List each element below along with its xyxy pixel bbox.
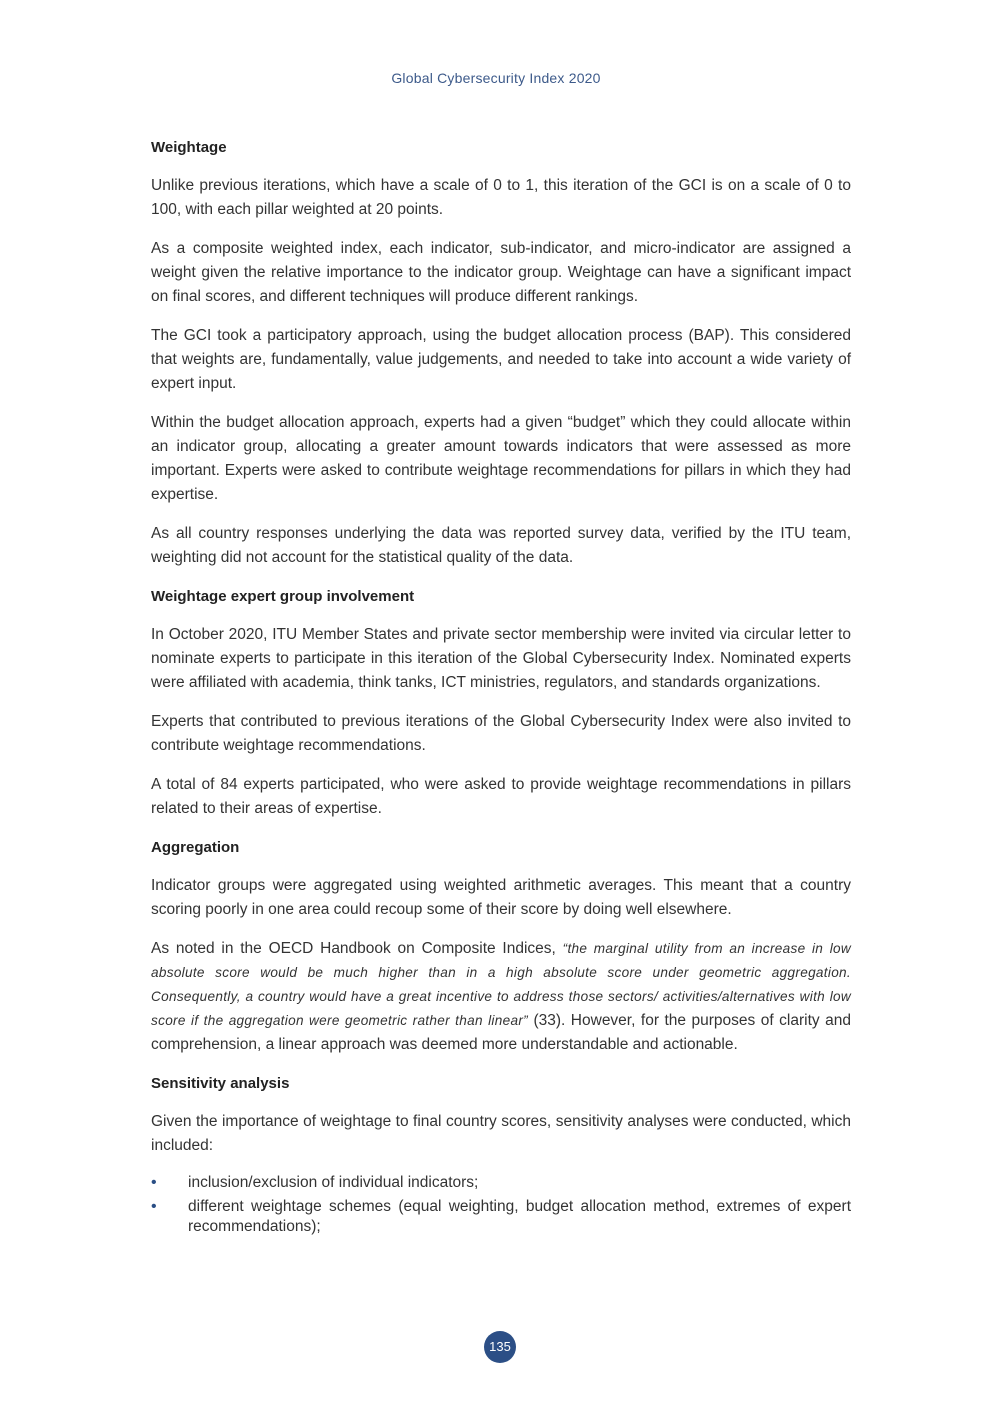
- paragraph: As all country responses underlying the data was reported survey data, verified by the ITU team, weighting did not account for the statistical quality of the data.: [151, 525, 851, 566]
- bullet-list: [151, 1173, 851, 1237]
- paragraph: Unlike previous iterations, which have a scale of 0 to 1, this iteration of the GCI is on a scale of 0 to 100, with each pillar weighted at 20 points.: [151, 177, 851, 218]
- running-header: Global Cybersecurity Index 2020: [391, 70, 601, 86]
- list-item-text: inclusion/exclusion of individual indicators;: [188, 1174, 479, 1191]
- paragraph: A total of 84 experts participated, who were asked to provide weightage recommendations in pillars related to their areas of expertise.: [151, 776, 851, 817]
- paragraph: Indicator groups were aggregated using weighted arithmetic averages. This meant that a country scoring poorly in one area could recoup some of their score by doing well elsewhere.: [151, 877, 851, 918]
- section-heading-weightage: Weightage: [151, 139, 227, 156]
- section-heading-aggregation: Aggregation: [151, 839, 240, 856]
- paragraph: As a composite weighted index, each indicator, sub-indicator, and micro-indicator are assigned a weight given the relative importance to the indicator group. Weightage can have a significant impact on final scores, and different techniques will produce different rankings.: [151, 240, 851, 305]
- paragraph-tail: (33). However, for the purposes of clarity and comprehension, a linear approach was deemed more understandable and actionable.: [151, 1012, 851, 1053]
- bullet-icon: •: [151, 1174, 157, 1191]
- paragraph: In October 2020, ITU Member States and private sector membership were invited via circular letter to nominate experts to participate in this iteration of the Global Cybersecurity Index. Nominated experts were affiliated with academia, think tanks, ICT ministries, regulators, and standards organizations.: [151, 626, 851, 691]
- oecd-quote: “the marginal utility from an increase in low absolute score would be much higher than in a high absolute score under geometric aggregation. Consequently, a country would have a great incentive to address those sectors/ activities/alternatives with low score if the aggregation were geometric rather than linear”: [151, 941, 852, 1028]
- paragraph: Given the importance of weightage to final country scores, sensitivity analyses were conducted, which included:: [151, 1113, 851, 1154]
- bullet-icon: •: [151, 1198, 157, 1215]
- paragraph-lead: As noted in the OECD Handbook on Composite Indices,: [151, 940, 563, 957]
- paragraph: Within the budget allocation approach, experts had a given “budget” which they could allocate within an indicator group, allocating a greater amount towards indicators that were assessed as more important. Experts were asked to contribute weightage recommendations for pillars in which they had expertise.: [151, 414, 851, 503]
- list-item-text: different weightage schemes (equal weighting, budget allocation method, extremes of expert recommendations);: [188, 1198, 851, 1235]
- paragraph: The GCI took a participatory approach, using the budget allocation process (BAP). This considered that weights are, fundamentally, value judgements, and needed to take into account a wide variety of expert input.: [151, 327, 851, 392]
- page-number-badge: 135: [484, 1331, 516, 1363]
- section-heading-sensitivity: Sensitivity analysis: [151, 1075, 290, 1092]
- list-item: [151, 1197, 851, 1237]
- list-item: [151, 1173, 851, 1193]
- section-heading-expert-group: Weightage expert group involvement: [151, 588, 415, 605]
- paragraph-with-quote: [151, 937, 851, 1057]
- document-body: [151, 136, 851, 1241]
- paragraph: Experts that contributed to previous iterations of the Global Cybersecurity Index were also invited to contribute weightage recommendations.: [151, 713, 851, 754]
